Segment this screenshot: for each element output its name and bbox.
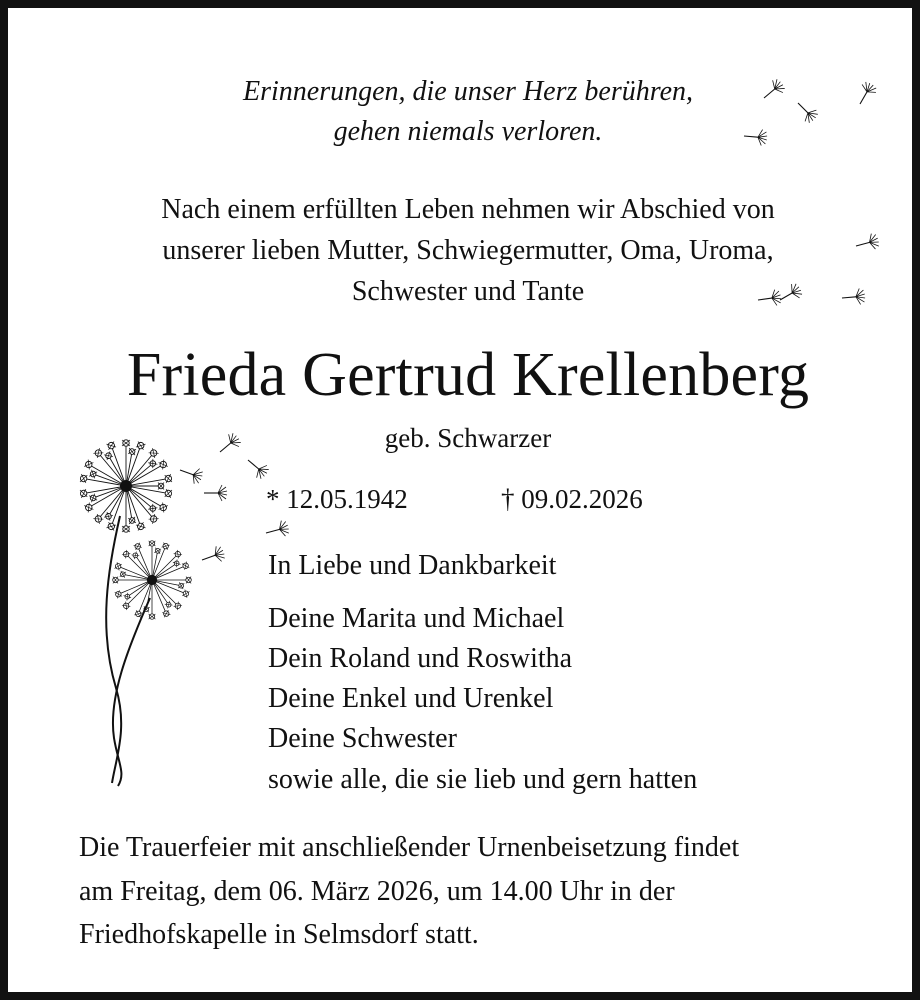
- mourner-line: Deine Marita und Michael: [268, 603, 565, 634]
- dandelion-seed-icon: [204, 485, 227, 501]
- death-date: † 09.02.2026: [501, 484, 643, 514]
- mourner-line: Dein Roland und Roswitha: [268, 643, 573, 674]
- dandelion-seed-icon: [854, 232, 880, 253]
- intro-line-1: Nach einem erfüllten Leben nehmen wir Abschied von: [161, 194, 775, 225]
- mourner-line: Deine Enkel und Urenkel: [268, 683, 554, 714]
- dandelion-seed-icon: [177, 462, 204, 485]
- dandelion-seed-icon: [743, 128, 767, 146]
- dandelion-seed-icon: [759, 77, 787, 104]
- mourner-line: Deine Schwester: [268, 723, 457, 754]
- quote-line-1: Erinnerungen, die unser Herz berühren,: [242, 76, 693, 107]
- dandelion-seed-icon: [199, 545, 226, 568]
- dandelion-seed-icon: [757, 289, 782, 308]
- dandelion-seed-icon: [792, 97, 820, 125]
- deceased-name: Frieda Gertrud Krellenberg: [126, 341, 810, 409]
- dandelion-seed-icon: [243, 454, 271, 481]
- quote-line-2: gehen niemals verloren.: [333, 116, 603, 147]
- mourner-line: sowie alle, die sie lieb und gern hatten: [268, 764, 698, 795]
- birth-date: * 12.05.1942: [266, 484, 408, 514]
- intro-line-2: unserer lieben Mutter, Schwiegermutter, Oma, Uroma,: [162, 235, 774, 266]
- service-line-3: Friedhofskapelle in Selmsdorf statt.: [79, 919, 479, 950]
- dandelion-seed-icon: [853, 80, 878, 108]
- service-line-1: Die Trauerfeier mit anschließender Urnenbeisetzung findet: [79, 832, 740, 863]
- dandelion-seed-icon: [264, 519, 290, 540]
- floating-seeds: [8, 8, 920, 1008]
- service-line-2: am Freitag, dem 06. März 2026, um 14.00 Uhr in der: [79, 876, 675, 907]
- dandelion-seed-icon: [215, 431, 243, 458]
- dandelion-seed-icon: [841, 288, 865, 306]
- mourners-heading: In Liebe und Dankbarkeit: [268, 550, 557, 581]
- dandelion-seed-icon: [776, 282, 804, 307]
- intro-line-3: Schwester und Tante: [351, 276, 585, 307]
- birth-name: geb. Schwarzer: [384, 423, 552, 453]
